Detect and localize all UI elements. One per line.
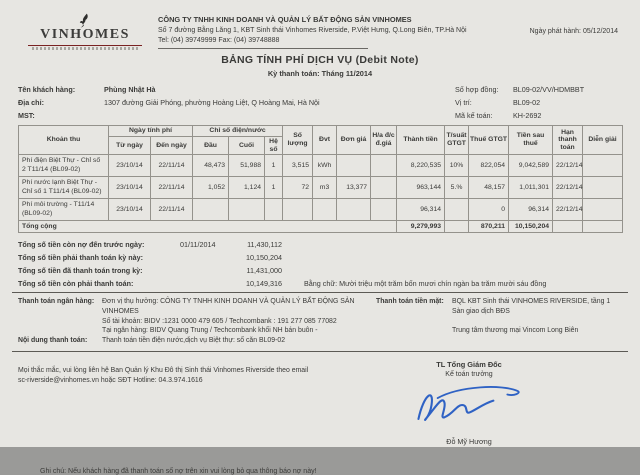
- contract-label: Số hợp đồng:: [455, 85, 499, 94]
- col-thanh-tien: Thành tiền: [397, 126, 445, 155]
- col-ngay-tinh-phi: Ngày tính phí: [109, 126, 193, 137]
- contract-number: BL09-02/VV/HDMBBT: [513, 85, 585, 94]
- col-thue-gtgt: Thuế GTGT: [469, 126, 509, 155]
- company-address: Số 7 đường Bằng Lăng 1, KBT Sinh thái Vinhomes Riverside, P.Việt Hưng, Q.Long Biên, TP.Hà Nội: [158, 26, 467, 34]
- cell-end: [229, 199, 265, 221]
- amount-in-words: Bằng chữ: Mười triệu một trăm bốn mươi chín ngàn ba trăm mười sáu đồng: [304, 279, 547, 289]
- accounting-code-label: Mã kế toán:: [455, 111, 493, 120]
- cell-factor: [265, 199, 283, 221]
- col-don-gia: Đơn giá: [337, 126, 371, 155]
- company-info: [158, 9, 467, 50]
- col-tu-ngay: Từ ngày: [109, 136, 151, 155]
- cell-adj: [371, 199, 397, 221]
- cash-payment-block: [376, 297, 622, 345]
- summary-value: 11,431,000: [246, 266, 282, 276]
- total-note-empty: [583, 221, 623, 233]
- spacer: [18, 326, 102, 336]
- issue-date-label: Ngày phát hành:: [529, 28, 581, 35]
- summary-label: Tổng số tiền còn nợ đến trước ngày:: [18, 240, 145, 250]
- position-value: BL09-02: [513, 98, 541, 107]
- issue-date-value: 05/12/2014: [582, 28, 618, 35]
- customer-info: [0, 78, 640, 122]
- summary-label: Tổng số tiền phải thanh toán kỳ này:: [18, 253, 143, 263]
- signer-role: TL Tổng Giám Đốc: [436, 359, 502, 369]
- cell-due: 22/12/14: [553, 177, 583, 199]
- cell-end: 51,988: [229, 155, 265, 177]
- table-row: [19, 199, 623, 221]
- total-row: [19, 221, 623, 233]
- bank-beneficiary: Đơn vị thụ hưởng: CÔNG TY TNHH KINH DOANH VÀ QUẢN LÝ BẤT ĐỘNG SẢN VINHOMES: [102, 298, 355, 315]
- spacer: [18, 317, 102, 327]
- total-label: Tổng cộng: [19, 221, 397, 233]
- cell-adj: [371, 155, 397, 177]
- customer-mst: [104, 111, 434, 120]
- customer-name-label: Tên khách hàng:: [18, 85, 76, 94]
- cell-to: 22/11/14: [151, 177, 193, 199]
- total-due-empty: [553, 221, 583, 233]
- billing-period: Kỳ thanh toán: Tháng 11/2014: [267, 69, 373, 78]
- summary-date: [180, 253, 232, 262]
- cell-unit: m3: [313, 177, 337, 199]
- cell-adj: [371, 177, 397, 199]
- logo-rule: [28, 45, 142, 46]
- title-block: [0, 54, 640, 78]
- cell-price: [337, 199, 371, 221]
- cell-name: Phí môi trường - T11/14 (BL09-02): [19, 199, 109, 221]
- col-so-luong: Số lượng: [283, 126, 313, 155]
- summary-row-due-this-period: [18, 253, 622, 262]
- cell-qty: 3,515: [283, 155, 313, 177]
- col-ha-dc: H/a đ/c đ.giá: [371, 126, 397, 155]
- summary-section: [0, 235, 640, 288]
- cash-location-2: Trung tâm thương mại Vincom Long Biên: [452, 327, 579, 335]
- payment-content: Thanh toán tiền điện nước,dịch vụ Biệt thự: số căn BL09-02: [102, 336, 286, 344]
- cell-amount: 96,314: [397, 199, 445, 221]
- fee-table-body: [19, 155, 623, 221]
- table-row: [19, 177, 623, 199]
- total-vat-rate-empty: [445, 221, 469, 233]
- issue-date: [530, 28, 618, 35]
- cell-due: 22/12/14: [553, 155, 583, 177]
- cell-unit: [313, 199, 337, 221]
- cell-from: 23/10/14: [109, 199, 151, 221]
- cell-price: 13,377: [337, 177, 371, 199]
- contract-info: [455, 85, 630, 120]
- company-telfax: Tel: (04) 39749999 Fax: (04) 39748888: [158, 36, 368, 49]
- bank-names: Tại ngân hàng: BIDV Quang Trung / Techcombank khối NH bán buôn -: [102, 327, 318, 335]
- total-after-tax: 10,150,204: [509, 221, 553, 233]
- signer-name: Đỗ Mỹ Hương: [446, 436, 492, 446]
- col-cuoi: Cuối: [229, 136, 265, 155]
- spacer: [376, 326, 452, 345]
- cell-name: Phí nước lạnh Biệt Thự - Chỉ số 1 T11/14 (BL09-02): [19, 177, 109, 199]
- company-name: CÔNG TY TNHH KINH DOANH VÀ QUẢN LÝ BẤT ĐỘNG SẢN VINHOMES: [158, 15, 412, 24]
- cell-price: [337, 155, 371, 177]
- cell-vat_rate: [445, 199, 469, 221]
- cell-name: Phí điện Biệt Thự - Chỉ số 2 T11/14 (BL09-02): [19, 155, 109, 177]
- summary-date: 01/11/2014: [180, 240, 216, 250]
- bird-icon: [78, 13, 93, 28]
- contact-info: [18, 360, 348, 446]
- divider-line: [12, 351, 628, 352]
- fee-table: [18, 125, 623, 233]
- cell-amount: 963,144: [397, 177, 445, 199]
- logo-wordmark: VINHOMES: [40, 27, 130, 42]
- bank-account-numbers: Số tài khoản: BIDV :1231 0000 479 605 / Techcombank : 191 277 085 77082: [102, 317, 337, 325]
- customer-address-label: Địa chỉ:: [18, 98, 44, 107]
- summary-date: [180, 279, 232, 288]
- total-amount: 9,279,993: [397, 221, 445, 233]
- cell-note: [583, 155, 623, 177]
- cell-vat: 48,157: [469, 177, 509, 199]
- cash-location-1: BQL KBT Sinh thái VINHOMES RIVERSIDE, tầng 1 Sàn giao dịch BĐS: [452, 298, 611, 315]
- col-dvt: Đvt: [313, 126, 337, 155]
- footer-note: Ghi chú: Nếu khách hàng đã thanh toán số nợ trên xin vui lòng bỏ qua thông báo nợ này!: [40, 467, 317, 475]
- summary-label: Tổng số tiền còn phải thanh toán:: [18, 279, 134, 289]
- payment-content-label: Nội dung thanh toán:: [18, 336, 88, 344]
- customer-name: Phùng Nhật Hà: [104, 85, 156, 94]
- cell-end: 1,124: [229, 177, 265, 199]
- signer-position: Kế toán trưởng: [445, 370, 493, 378]
- summary-row-balance-due: [18, 279, 622, 288]
- cell-unit: kWh: [313, 155, 337, 177]
- customer-mst-label: MST:: [18, 111, 35, 120]
- cell-to: 22/11/14: [151, 199, 193, 221]
- cell-factor: 1: [265, 155, 283, 177]
- document-header: [0, 0, 640, 50]
- table-row: [19, 155, 623, 177]
- cell-due: 22/12/14: [553, 199, 583, 221]
- cell-note: [583, 199, 623, 221]
- position-label: Vị trí:: [455, 98, 472, 107]
- bank-payment-block: [18, 297, 364, 345]
- summary-value: 11,430,112: [247, 240, 282, 250]
- divider-line: [12, 292, 628, 293]
- col-han-thanh-toan: Hạn thanh toán: [553, 126, 583, 155]
- contact-line-1: Mọi thắc mắc, vui lòng liên hệ Ban Quản lý Khu Đô thị Sinh thái Vinhomes Riverside theo email: [18, 366, 309, 374]
- cell-vat_rate: 10%: [445, 155, 469, 177]
- total-vat: 870,211: [469, 221, 509, 233]
- col-tien-sau-thue: Tiền sau thuế: [509, 126, 553, 155]
- bottom-section: [0, 355, 640, 446]
- logo-tagline-decoration: [32, 47, 138, 50]
- summary-value: 10,150,204: [246, 253, 282, 263]
- cell-vat_rate: 5.%: [445, 177, 469, 199]
- fee-table-header: [19, 126, 623, 155]
- cell-from: 23/10/14: [109, 155, 151, 177]
- col-den-ngay: Đến ngày: [151, 136, 193, 155]
- cell-start: 48,473: [193, 155, 229, 177]
- document-title: BẢNG TÍNH PHÍ DỊCH VỤ (Debit Note): [221, 54, 419, 66]
- customer-address: 1307 đường Giải Phóng, phường Hoàng Liệt, Q Hoàng Mai, Hà Nội: [104, 98, 320, 107]
- col-chi-so: Chỉ số điện/nước: [193, 126, 283, 137]
- summary-row-paid-this-period: [18, 266, 622, 275]
- cell-factor: 1: [265, 177, 283, 199]
- accounting-code: KH-2692: [513, 111, 542, 120]
- col-dien-giai: Diễn giải: [583, 126, 623, 155]
- cell-start: [193, 199, 229, 221]
- bank-payment-label: Thanh toán ngân hàng:: [18, 298, 95, 306]
- summary-row-previous-debt: [18, 240, 622, 249]
- cell-after_tax: 96,314: [509, 199, 553, 221]
- payment-section: [0, 296, 640, 347]
- col-tsuat-gtgt: T/suất GTGT: [445, 126, 469, 155]
- cell-after_tax: 9,042,589: [509, 155, 553, 177]
- cell-to: 22/11/14: [151, 155, 193, 177]
- summary-value: 10,149,316: [246, 279, 282, 289]
- contact-line-2: sc-riverside@vinhomes.vn hoặc SĐT Hotline: 04.3.974.1616: [18, 376, 203, 384]
- cell-note: [583, 177, 623, 199]
- cell-start: 1,052: [193, 177, 229, 199]
- col-he-so: Hệ số: [265, 136, 283, 155]
- handwritten-signature: [408, 380, 530, 430]
- cell-qty: [283, 199, 313, 221]
- cell-from: 23/10/14: [109, 177, 151, 199]
- summary-date: [180, 266, 232, 275]
- cash-payment-label: Thanh toán tiền mặt:: [376, 298, 444, 306]
- cell-vat: 0: [469, 199, 509, 221]
- cell-amount: 8,220,535: [397, 155, 445, 177]
- cell-qty: 72: [283, 177, 313, 199]
- col-dau: Đầu: [193, 136, 229, 155]
- cell-after_tax: 1,011,301: [509, 177, 553, 199]
- vinhomes-logo: [26, 9, 144, 50]
- summary-label: Tổng số tiền đã thanh toán trong kỳ:: [18, 266, 143, 276]
- signature-block: [374, 360, 564, 446]
- cell-vat: 822,054: [469, 155, 509, 177]
- col-khoan-thu: Khoản thu: [19, 126, 109, 155]
